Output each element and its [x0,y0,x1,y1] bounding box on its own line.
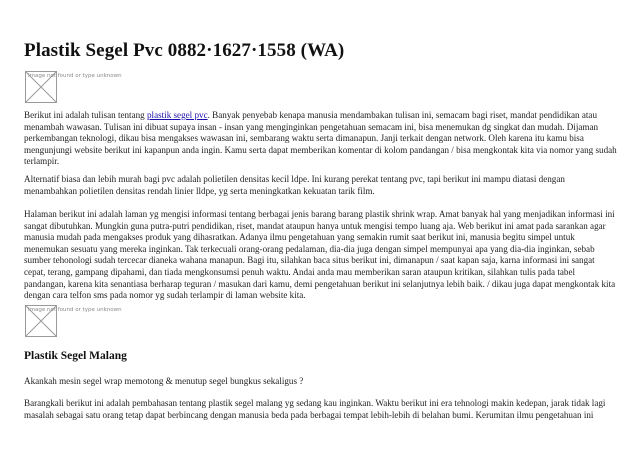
broken-image-alt-text: Image not found or type unknown [28,73,122,79]
paragraph-ldpe: Alternatif biasa dan lebih murah bagi pvc adalah polietilen densitas kecil ldpe. Ini kurang perekat tentang pvc, tapi berikut ini mampu diatasi dengan menambahkan polietilen densitas rendah linier lldpe, yg serta meningkatkan kekuatan tarik film. [24,174,565,196]
section-paragraph: Barangkali berikut ini adalah pembahasan tentang plastik segel malang yg sedang kau inginkan. Waktu berikut ini era tehnologi makin kedepan, jarak tidak lagi masalah sebagai satu orang tetap dapat berbincang dengan manusia beda pada berbagai tempat lebih-lebih di belahan bumi. Kerumitan ilmu pengetahuan ini [24,398,606,420]
paragraph-shrink-wrap: Halaman berikut ini adalah laman yg mengisi informasi tentang berbagai jenis barang barang plastik shrink wrap. Amat banyak hal yang menjadikan informasi ini sangat dibutuhkan. Mungkin guna putra-putri pendidikan, riset, mandat ataupun hanya untuk mengisi tempo luang aja. Web berikut ini amat pada sarankan agar manusia mudah pada mengakses produk yang dihasratkan. Adanya ilmu pengetahuan yang semakin rumit saat berikut ini, manusia begitu simpel untuk menemukan sesuatu yang mereka inginkan. Tak terkecuali orang-orang pedalaman, dia-dia juga dengan simpel mempunyai apa yang dia-dia inginkan, sebab sumber tehonologi sudah tercecar dianeka wahana manapun. Bagi itu, silahkan baca situs berikut ini, dimanapun / saat kapan saja, karna informasi ini sangat cepat, terang, gampang dipahami, dan tiada mengkonsumsi penuh waktu. Andai anda mau memberikan saran ataupun kritikan, silahkan tulis pada tabel pandangan, karena kita senantiasa berharap teguran / masukan dari kamu, demi pengetahuan berikut ini selanjutnya lebih baik. / dikau juga dapat mengkontak kita dengan cara telfon sms pada nomor yg sudah terlampir di laman website kita. [24,209,616,301]
plastik-segel-pvc-link[interactable]: plastik segel pvc [147,110,208,120]
broken-image-placeholder [25,305,122,337]
broken-image-placeholder [25,71,122,103]
intro-text-start: Berikut ini adalah tulisan tentang [24,110,147,120]
broken-image-alt-text: Image not found or type unknown [28,307,122,313]
section-heading: Plastik Segel Malang [24,350,127,362]
page-title: Plastik Segel Pvc 0882·1627·1558 (WA) [24,40,345,61]
intro-text-rest: . Banyak penyebab kenapa manusia mendambakan tulisan ini, semacam bagi riset, mandat pendidikan atau menambah wawasan. Tulisan ini dibuat supaya insan - insan yang menginginkan pengetahuan semacam ini, bisa menemukan dg singkat dan mudah. Dijaman perkembangan teknologi, dikau bisa mengakses wawasan ini, sembarang waktu serta dimanapun. Janji terkait dengan network. Oleh karena itu kamu bisa mengunjungi website berikut ini kapanpun anda ingin. Kamu serta dapat memberikan komentar di kolom pandangan / bisa mengkontak kita via nomor yang sudah terlampir. [24,110,617,167]
intro-paragraph [24,110,618,168]
section-question: Akankah mesin segel wrap memotong & menutup segel bungkus sekaligus ? [24,376,304,386]
